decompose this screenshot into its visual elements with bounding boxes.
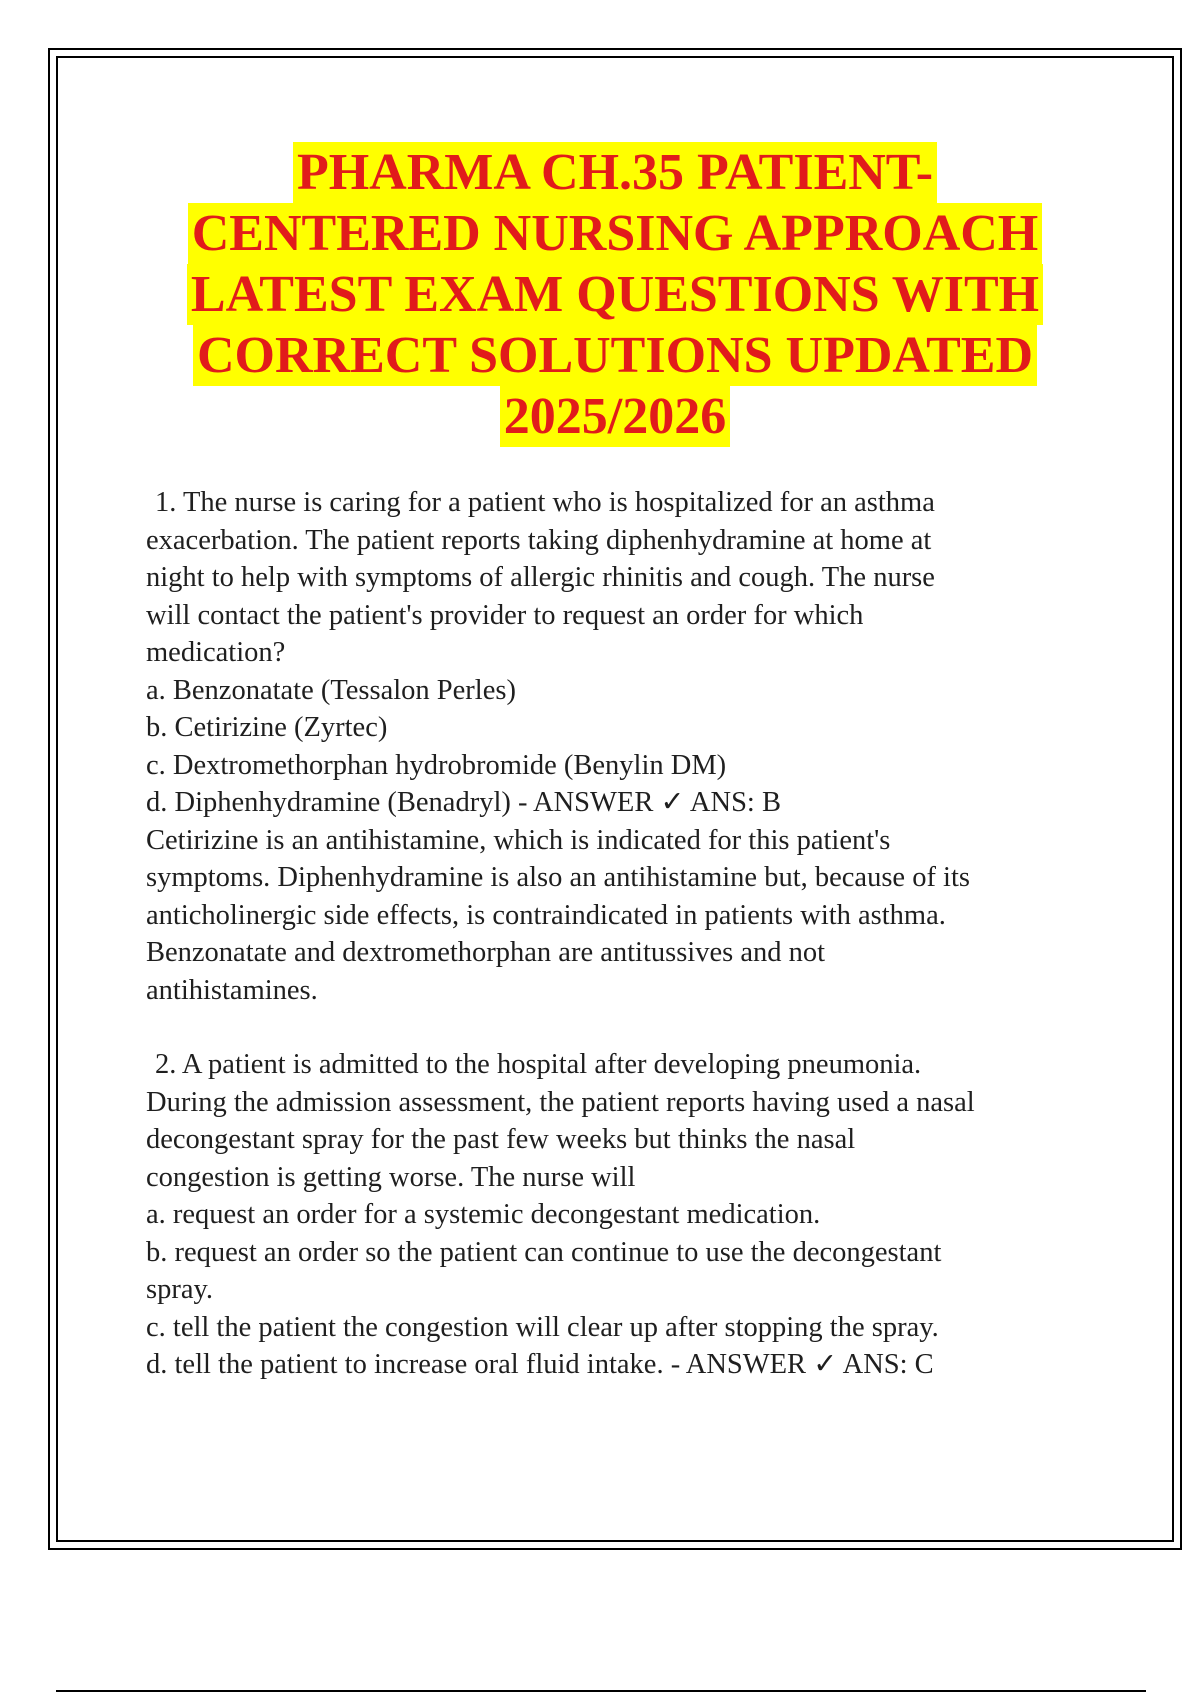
footer-rule bbox=[56, 1690, 1146, 1692]
title-line: LATEST EXAM QUESTIONS WITH bbox=[187, 264, 1043, 325]
question-stem-line: will contact the patient's provider to request an order for which bbox=[146, 599, 864, 631]
rationale-line: anticholinergic side effects, is contraindicated in patients with asthma. bbox=[146, 899, 946, 931]
title-line: CENTERED NURSING APPROACH bbox=[188, 203, 1043, 264]
question-stem-line: During the admission assessment, the patient reports having used a nasal bbox=[146, 1086, 975, 1118]
answer-option: a. Benzonatate (Tessalon Perles) bbox=[146, 674, 516, 706]
answer-option: b. Cetirizine (Zyrtec) bbox=[146, 712, 388, 743]
answer-option: b. request an order so the patient can continue to use the decongestant bbox=[146, 1236, 942, 1268]
rationale-line: Benzonatate and dextromethorphan are antitussives and not bbox=[146, 937, 826, 968]
question-1 bbox=[146, 484, 1106, 1009]
rationale-line: antihistamines. bbox=[146, 974, 318, 1006]
question-stem-line: night to help with symptoms of allergic rhinitis and cough. The nurse bbox=[146, 562, 935, 593]
answer-option: a. request an order for a systemic decongestant medication. bbox=[146, 1199, 821, 1230]
title-line: PHARMA CH.35 PATIENT- bbox=[293, 142, 937, 203]
answer-option-with-key: d. tell the patient to increase oral fluid intake. - ANSWER ✓ ANS: C bbox=[146, 1349, 934, 1380]
answer-option-with-key: d. Diphenhydramine (Benadryl) - ANSWER ✓ ANS: B bbox=[146, 787, 781, 818]
answer-option: c. tell the patient the congestion will clear up after stopping the spray. bbox=[146, 1311, 939, 1343]
question-stem-line: 1. The nurse is caring for a patient who is hospitalized for an asthma bbox=[155, 487, 935, 518]
answer-option: spray. bbox=[146, 1274, 214, 1305]
question-spacer bbox=[146, 1009, 1106, 1046]
title-line: CORRECT SOLUTIONS UPDATED bbox=[193, 325, 1037, 386]
rationale-line: symptoms. Diphenhydramine is also an antihistamine but, because of its bbox=[146, 862, 970, 893]
title-line: 2025/2026 bbox=[500, 386, 730, 447]
question-stem-line: decongestant spray for the past few weeks but thinks the nasal bbox=[146, 1124, 856, 1155]
rationale-line: Cetirizine is an antihistamine, which is indicated for this patient's bbox=[146, 824, 891, 856]
question-2 bbox=[146, 1046, 1106, 1384]
document-title bbox=[100, 142, 1130, 447]
question-stem-line: medication? bbox=[146, 637, 286, 668]
question-stem-line: 2. A patient is admitted to the hospital after developing pneumonia. bbox=[155, 1049, 922, 1080]
answer-option: c. Dextromethorphan hydrobromide (Benylin DM) bbox=[146, 749, 727, 781]
question-stem-line: congestion is getting worse. The nurse will bbox=[146, 1161, 636, 1193]
question-list bbox=[146, 484, 1106, 1384]
question-stem-line: exacerbation. The patient reports taking diphenhydramine at home at bbox=[146, 524, 932, 556]
